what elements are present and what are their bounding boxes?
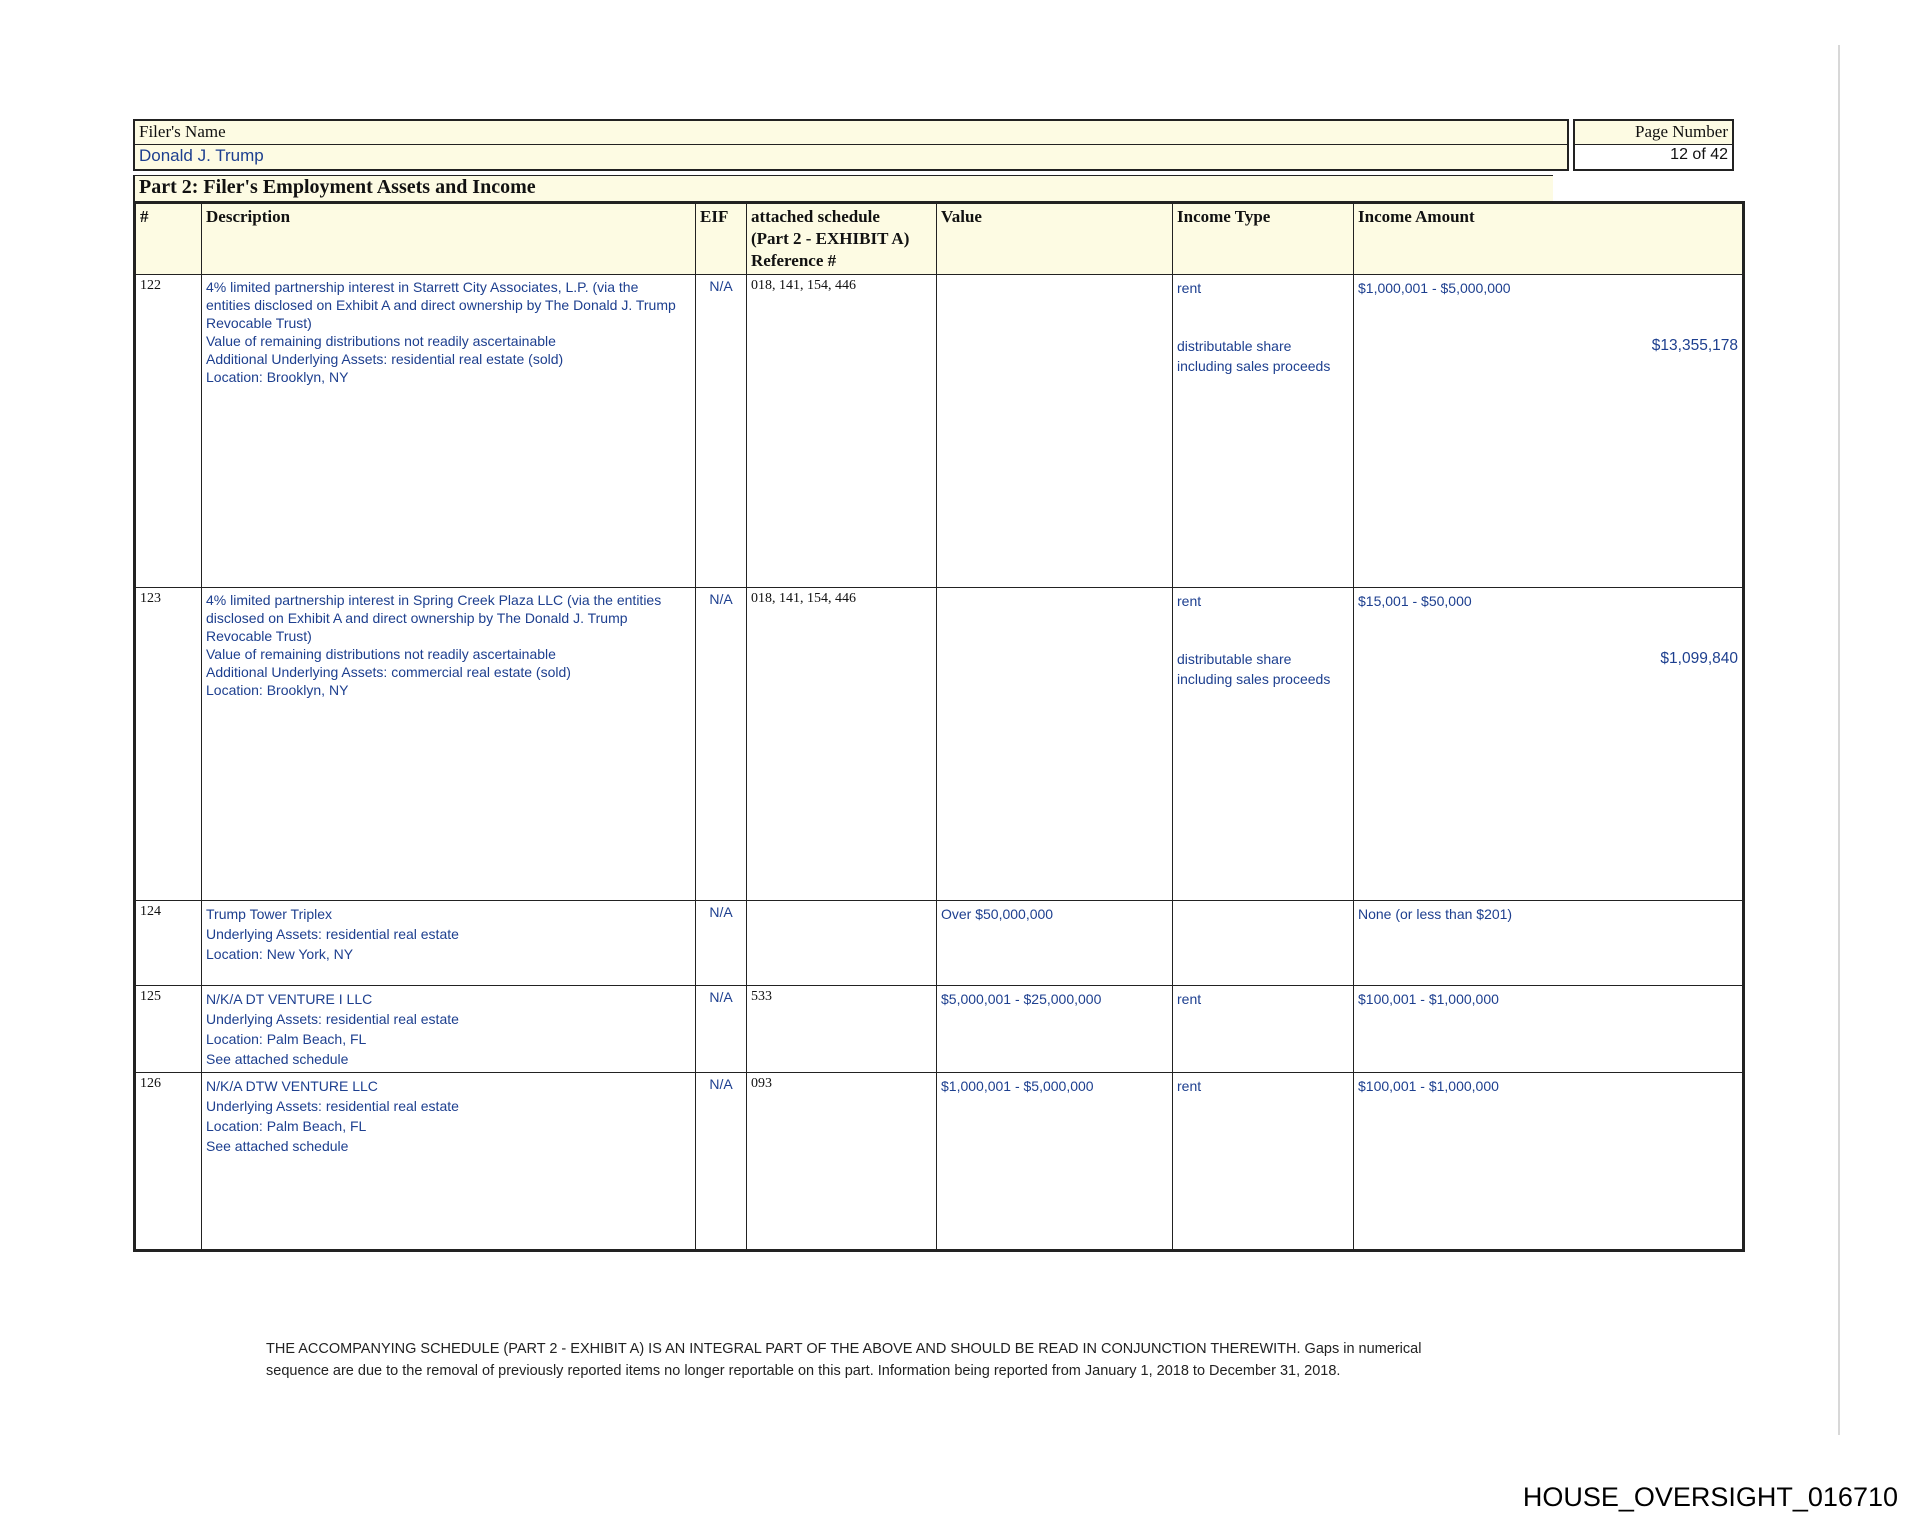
col-header-value: Value bbox=[937, 203, 1173, 275]
description-line: Underlying Assets: residential real estate bbox=[206, 926, 459, 942]
schedule-header-line: Reference # bbox=[751, 251, 837, 270]
description-line: entities disclosed on Exhibit A and direct ownership by The Donald J. Trump bbox=[206, 297, 676, 313]
row-income-type: rent bbox=[1173, 986, 1354, 1073]
footer-line: sequence are due to the removal of previously reported items no longer reportable on this part. Information being reported from January 1, 2018 to December 31, 2018. bbox=[266, 1363, 1341, 1379]
row-value: $1,000,001 - $5,000,000 bbox=[937, 1073, 1173, 1251]
table-row bbox=[135, 275, 1744, 588]
description-line: Location: Brooklyn, NY bbox=[206, 369, 349, 385]
part-title: Part 2: Filer's Employment Assets and Income bbox=[133, 175, 1553, 201]
col-header-num: # bbox=[135, 203, 202, 275]
row-income-type: rent bbox=[1173, 1073, 1354, 1251]
description-line: N/K/A DT VENTURE I LLC bbox=[206, 991, 373, 1007]
description-line: Revocable Trust) bbox=[206, 628, 312, 644]
description-line: 4% limited partnership interest in Spring Creek Plaza LLC (via the entities bbox=[206, 592, 662, 608]
table-row bbox=[135, 901, 1744, 986]
table-row bbox=[135, 1073, 1744, 1251]
row-eif: N/A bbox=[696, 588, 747, 901]
row-eif: N/A bbox=[696, 1073, 747, 1251]
row-value: Over $50,000,000 bbox=[937, 901, 1173, 986]
footer-line: THE ACCOMPANYING SCHEDULE (PART 2 - EXHIBIT A) IS AN INTEGRAL PART OF THE ABOVE AND SHOULD BE READ IN CONJUNCTION THEREWITH. Gaps in numerical bbox=[266, 1341, 1422, 1357]
row-income-amount: $100,001 - $1,000,000 bbox=[1354, 986, 1744, 1073]
row-value: $5,000,001 - $25,000,000 bbox=[937, 986, 1173, 1073]
table-header-row bbox=[135, 203, 1744, 275]
row-description bbox=[202, 901, 696, 986]
row-value bbox=[937, 588, 1173, 901]
income-type-primary: rent bbox=[1177, 280, 1202, 296]
row-description bbox=[202, 1073, 696, 1251]
page-number-label: Page Number bbox=[1573, 119, 1734, 145]
bates-number: HOUSE_OVERSIGHT_016710 bbox=[1522, 1482, 1898, 1512]
description-line: Additional Underlying Assets: residential real estate (sold) bbox=[206, 351, 564, 367]
income-type-secondary: distributable share including sales proceeds bbox=[1177, 338, 1331, 374]
row-number: 126 bbox=[135, 1073, 202, 1251]
row-income-amount bbox=[1354, 588, 1744, 901]
filer-header bbox=[133, 119, 1734, 171]
description-line: See attached schedule bbox=[206, 1138, 349, 1154]
description-line: Trump Tower Triplex bbox=[206, 906, 333, 922]
row-reference: 018, 141, 154, 446 bbox=[747, 588, 937, 901]
row-number: 123 bbox=[135, 588, 202, 901]
row-eif: N/A bbox=[696, 986, 747, 1073]
row-description bbox=[202, 986, 696, 1073]
col-header-schedule bbox=[747, 203, 937, 275]
schedule-header-line: (Part 2 - EXHIBIT A) bbox=[751, 229, 910, 248]
row-reference bbox=[747, 901, 937, 986]
income-type-primary: rent bbox=[1177, 593, 1202, 609]
row-number: 124 bbox=[135, 901, 202, 986]
filer-name: Donald J. Trump bbox=[133, 145, 1569, 171]
row-income-amount: None (or less than $201) bbox=[1354, 901, 1744, 986]
col-header-eif: EIF bbox=[696, 203, 747, 275]
description-line: Revocable Trust) bbox=[206, 315, 312, 331]
row-description bbox=[202, 275, 696, 588]
row-number: 122 bbox=[135, 275, 202, 588]
scan-edge-line bbox=[1838, 45, 1840, 1435]
income-amount-secondary: $13,355,178 bbox=[1651, 337, 1738, 354]
table-row bbox=[135, 588, 1744, 901]
row-reference: 093 bbox=[747, 1073, 937, 1251]
row-income-type bbox=[1173, 275, 1354, 588]
description-line: Underlying Assets: residential real estate bbox=[206, 1011, 459, 1027]
row-value bbox=[937, 275, 1173, 588]
description-line: Location: New York, NY bbox=[206, 946, 354, 962]
filer-name-label: Filer's Name bbox=[133, 119, 1569, 145]
row-reference: 018, 141, 154, 446 bbox=[747, 275, 937, 588]
schedule-header-line: attached schedule bbox=[751, 207, 880, 226]
row-income-type bbox=[1173, 901, 1354, 986]
description-line: 4% limited partnership interest in Starrett City Associates, L.P. (via the bbox=[206, 279, 639, 295]
row-income-amount bbox=[1354, 275, 1744, 588]
income-type-secondary: distributable share including sales proceeds bbox=[1177, 651, 1331, 687]
table-row bbox=[135, 986, 1744, 1073]
description-line: Location: Brooklyn, NY bbox=[206, 682, 349, 698]
page-number: 12 of 42 bbox=[1573, 145, 1734, 171]
col-header-income-type: Income Type bbox=[1173, 203, 1354, 275]
row-eif: N/A bbox=[696, 275, 747, 588]
income-amount-primary: $15,001 - $50,000 bbox=[1358, 593, 1472, 609]
col-header-description: Description bbox=[202, 203, 696, 275]
assets-income-table bbox=[133, 201, 1745, 1252]
row-eif: N/A bbox=[696, 901, 747, 986]
description-line: Location: Palm Beach, FL bbox=[206, 1031, 367, 1047]
footer-note bbox=[266, 1338, 1646, 1382]
row-income-amount: $100,001 - $1,000,000 bbox=[1354, 1073, 1744, 1251]
description-line: Additional Underlying Assets: commercial real estate (sold) bbox=[206, 664, 571, 680]
income-amount-primary: $1,000,001 - $5,000,000 bbox=[1358, 280, 1511, 296]
row-number: 125 bbox=[135, 986, 202, 1073]
col-header-income-amount: Income Amount bbox=[1354, 203, 1744, 275]
description-line: Value of remaining distributions not readily ascertainable bbox=[206, 646, 556, 662]
description-line: Location: Palm Beach, FL bbox=[206, 1118, 367, 1134]
row-reference: 533 bbox=[747, 986, 937, 1073]
description-line: disclosed on Exhibit A and direct ownership by The Donald J. Trump bbox=[206, 610, 628, 626]
income-amount-secondary: $1,099,840 bbox=[1660, 650, 1738, 667]
description-line: See attached schedule bbox=[206, 1051, 349, 1067]
description-line: Value of remaining distributions not readily ascertainable bbox=[206, 333, 556, 349]
description-line: Underlying Assets: residential real estate bbox=[206, 1098, 459, 1114]
row-income-type bbox=[1173, 588, 1354, 901]
description-line: N/K/A DTW VENTURE LLC bbox=[206, 1078, 378, 1094]
row-description bbox=[202, 588, 696, 901]
